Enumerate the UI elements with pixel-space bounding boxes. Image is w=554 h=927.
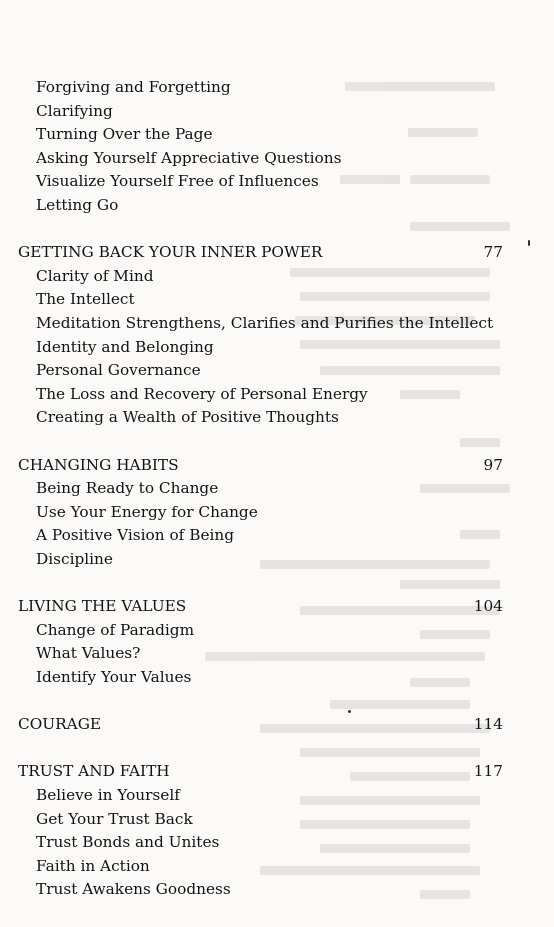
- toc-item: Clarity of Mind: [36, 267, 154, 285]
- toc-item: The Intellect: [36, 290, 135, 308]
- toc-item: Use Your Energy for Change: [36, 503, 258, 521]
- toc-page-number: 117: [473, 762, 503, 780]
- toc-heading-title: GETTING BACK YOUR INNER POWER: [18, 243, 323, 261]
- toc-item: Letting Go: [36, 196, 119, 214]
- toc-page-number: 114: [473, 715, 503, 733]
- toc-item: Discipline: [36, 550, 113, 568]
- toc-item: Faith in Action: [36, 857, 150, 875]
- toc-item: Being Ready to Change: [36, 479, 219, 497]
- toc-item: Personal Governance: [36, 361, 201, 379]
- toc-page-number: 104: [473, 597, 503, 615]
- toc-item: Identity and Belonging: [36, 338, 214, 356]
- toc-item: Asking Yourself Appreciative Questions: [36, 149, 342, 167]
- toc-item: A Positive Vision of Being: [36, 526, 235, 544]
- toc-item: Clarifying: [36, 102, 113, 120]
- toc-heading-title: TRUST AND FAITH: [18, 762, 170, 780]
- toc-page-number: 77: [483, 243, 503, 261]
- toc-item: Visualize Yourself Free of Influences: [36, 172, 319, 190]
- toc-item: Get Your Trust Back: [36, 810, 193, 828]
- toc-item: Meditation Strengthens, Clarifies and Purifies the Intellect: [36, 314, 494, 332]
- toc-item: Believe in Yourself: [36, 786, 180, 804]
- toc-item: Change of Paradigm: [36, 621, 195, 639]
- toc-page-number: 97: [483, 456, 503, 474]
- toc-heading-title: LIVING THE VALUES: [18, 597, 187, 615]
- toc-item: Turning Over the Page: [36, 125, 213, 143]
- toc-item: Trust Awakens Goodness: [36, 880, 231, 898]
- toc-item: Identify Your Values: [36, 668, 192, 686]
- toc-heading-title: COURAGE: [18, 715, 102, 733]
- toc-item: The Loss and Recovery of Personal Energy: [36, 385, 368, 403]
- toc-item: Forgiving and Forgetting: [36, 78, 231, 96]
- toc-item: What Values?: [36, 644, 141, 662]
- toc-item: Creating a Wealth of Positive Thoughts: [36, 408, 339, 426]
- toc-heading-title: CHANGING HABITS: [18, 456, 179, 474]
- toc-item: Trust Bonds and Unites: [36, 833, 220, 851]
